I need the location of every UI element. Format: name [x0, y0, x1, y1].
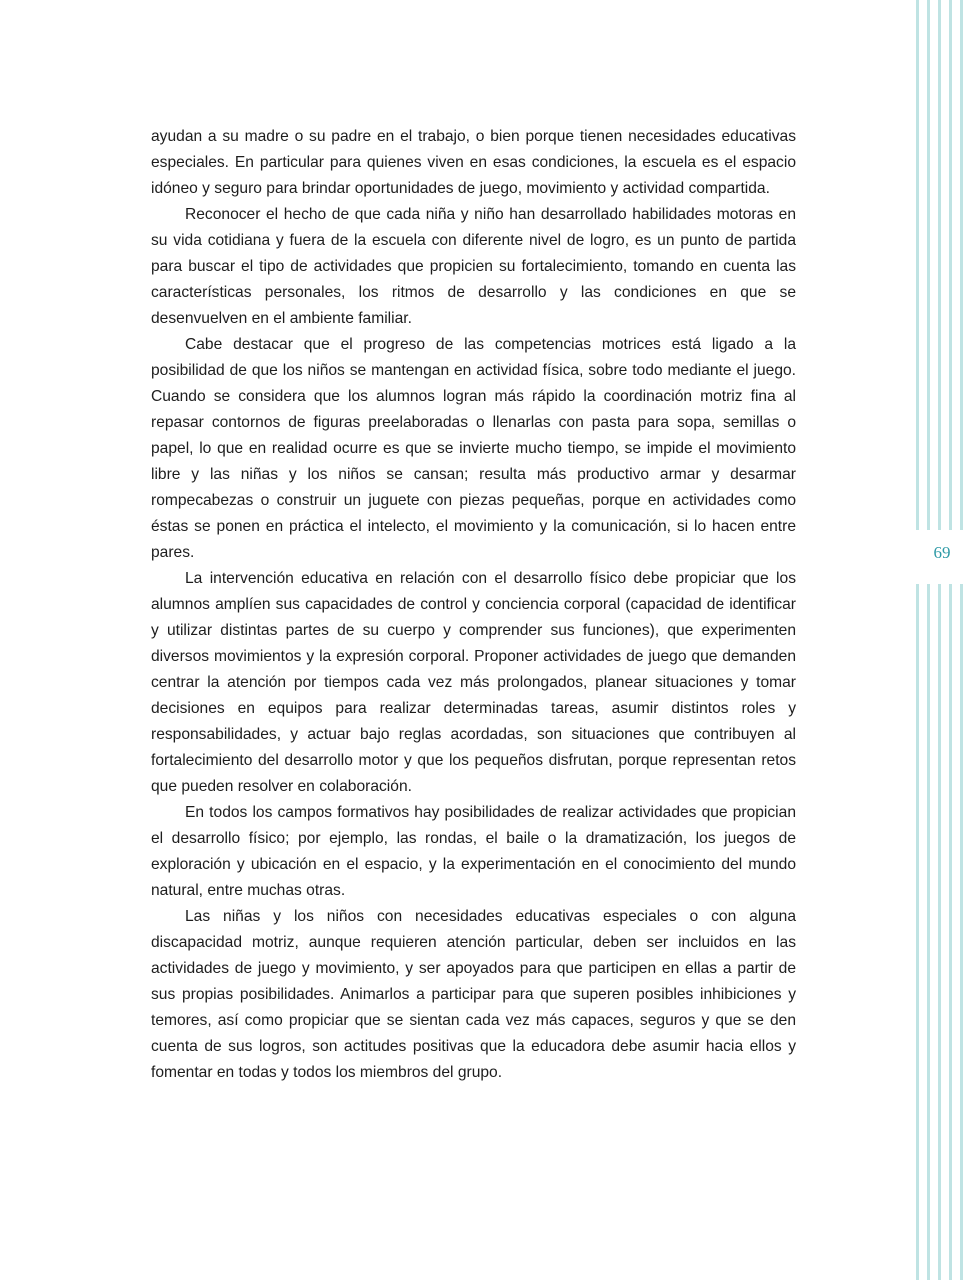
stripe [938, 584, 941, 1280]
body-text [151, 124, 796, 1086]
paragraph-2: Reconocer el hecho de que cada niña y niño han desarrollado habilidades motoras en su vida cotidiana y fuera de la escuela con diferente nivel de logro, es un punto de partida para buscar el tipo de actividades que propicien su fortalecimiento, tomando en cuenta las características personales, los ritmos de desarrollo y las condiciones en que se desenvuelven en el ambiente familiar. [151, 206, 796, 327]
page-number: 69 [933, 543, 951, 562]
stripe [916, 584, 919, 1280]
paragraph-3: Cabe destacar que el progreso de las competencias motrices está ligado a la posibilidad de que los niños se mantengan en actividad física, sobre todo mediante el juego. Cuando se considera que los alumnos logran más rápido la coordinación motriz fina al repasar contornos de figuras preelaboradas o llenarlas con pasta para sopa, semillas o papel, lo que en realidad ocurre es que se invierte mucho tiempo, se impide el movimiento libre y las niñas y los niños se cansan; resulta más productivo armar y desarmar rompecabezas o construir un juguete con piezas pequeñas, porque en actividades como éstas se ponen en práctica el intelecto, el movimiento y la comunicación, si lo hacen entre pares. [151, 336, 796, 561]
decorative-margin-stripes [912, 0, 972, 1280]
stripe [949, 584, 952, 1280]
paragraph-1: ayudan a su madre o su padre en el trabajo, o bien porque tienen necesidades educativas especiales. En particular para quienes viven en esas condiciones, la escuela es el espacio idóneo y seguro para brindar oportunidades de juego, movimiento y actividad compartida. [151, 128, 796, 197]
stripe [938, 0, 941, 530]
stripe [927, 0, 930, 530]
paragraph-6: Las niñas y los niños con necesidades educativas especiales o con alguna discapacidad motriz, aunque requieren atención particular, deben ser incluidos en las actividades de juego y movimiento, y ser apoyados para que participen en ellas a partir de sus propias posibilidades. Animarlos a participar para que superen posibles inhibiciones y temores, así como propiciar que se sientan cada vez más capaces, seguros y que se den cuenta de sus logros, son actitudes positivas que la educadora debe asumir hacia ellos y fomentar en todas y todos los miembros del grupo. [151, 908, 796, 1081]
stripe [960, 584, 963, 1280]
stripe [949, 0, 952, 530]
paragraph-4: La intervención educativa en relación con el desarrollo físico debe propiciar que los alumnos amplíen sus capacidades de control y conciencia corporal (capacidad de identificar y utilizar distintas partes de su cuerpo y comprender sus funciones), que experimenten diversos movimientos y la expresión corporal. Proponer actividades de juego que demanden centrar la atención por tiempos cada vez más prolongados, planear situaciones y tomar decisiones en equipos para realizar determinadas tareas, asumir distintos roles y responsabilidades, y actuar bajo reglas acordadas, son situaciones que contribuyen al fortalecimiento del desarrollo motor y que los pequeños disfrutan, porque representan retos que pueden resolver en colaboración. [151, 570, 796, 795]
stripe [927, 584, 930, 1280]
stripe [916, 0, 919, 530]
stripe [960, 0, 963, 530]
paragraph-5: En todos los campos formativos hay posibilidades de realizar actividades que propician el desarrollo físico; por ejemplo, las rondas, el baile o la dramatización, los juegos de exploración y ubicación en el espacio, y la experimentación en el conocimiento del mundo natural, entre muchas otras. [151, 804, 796, 899]
